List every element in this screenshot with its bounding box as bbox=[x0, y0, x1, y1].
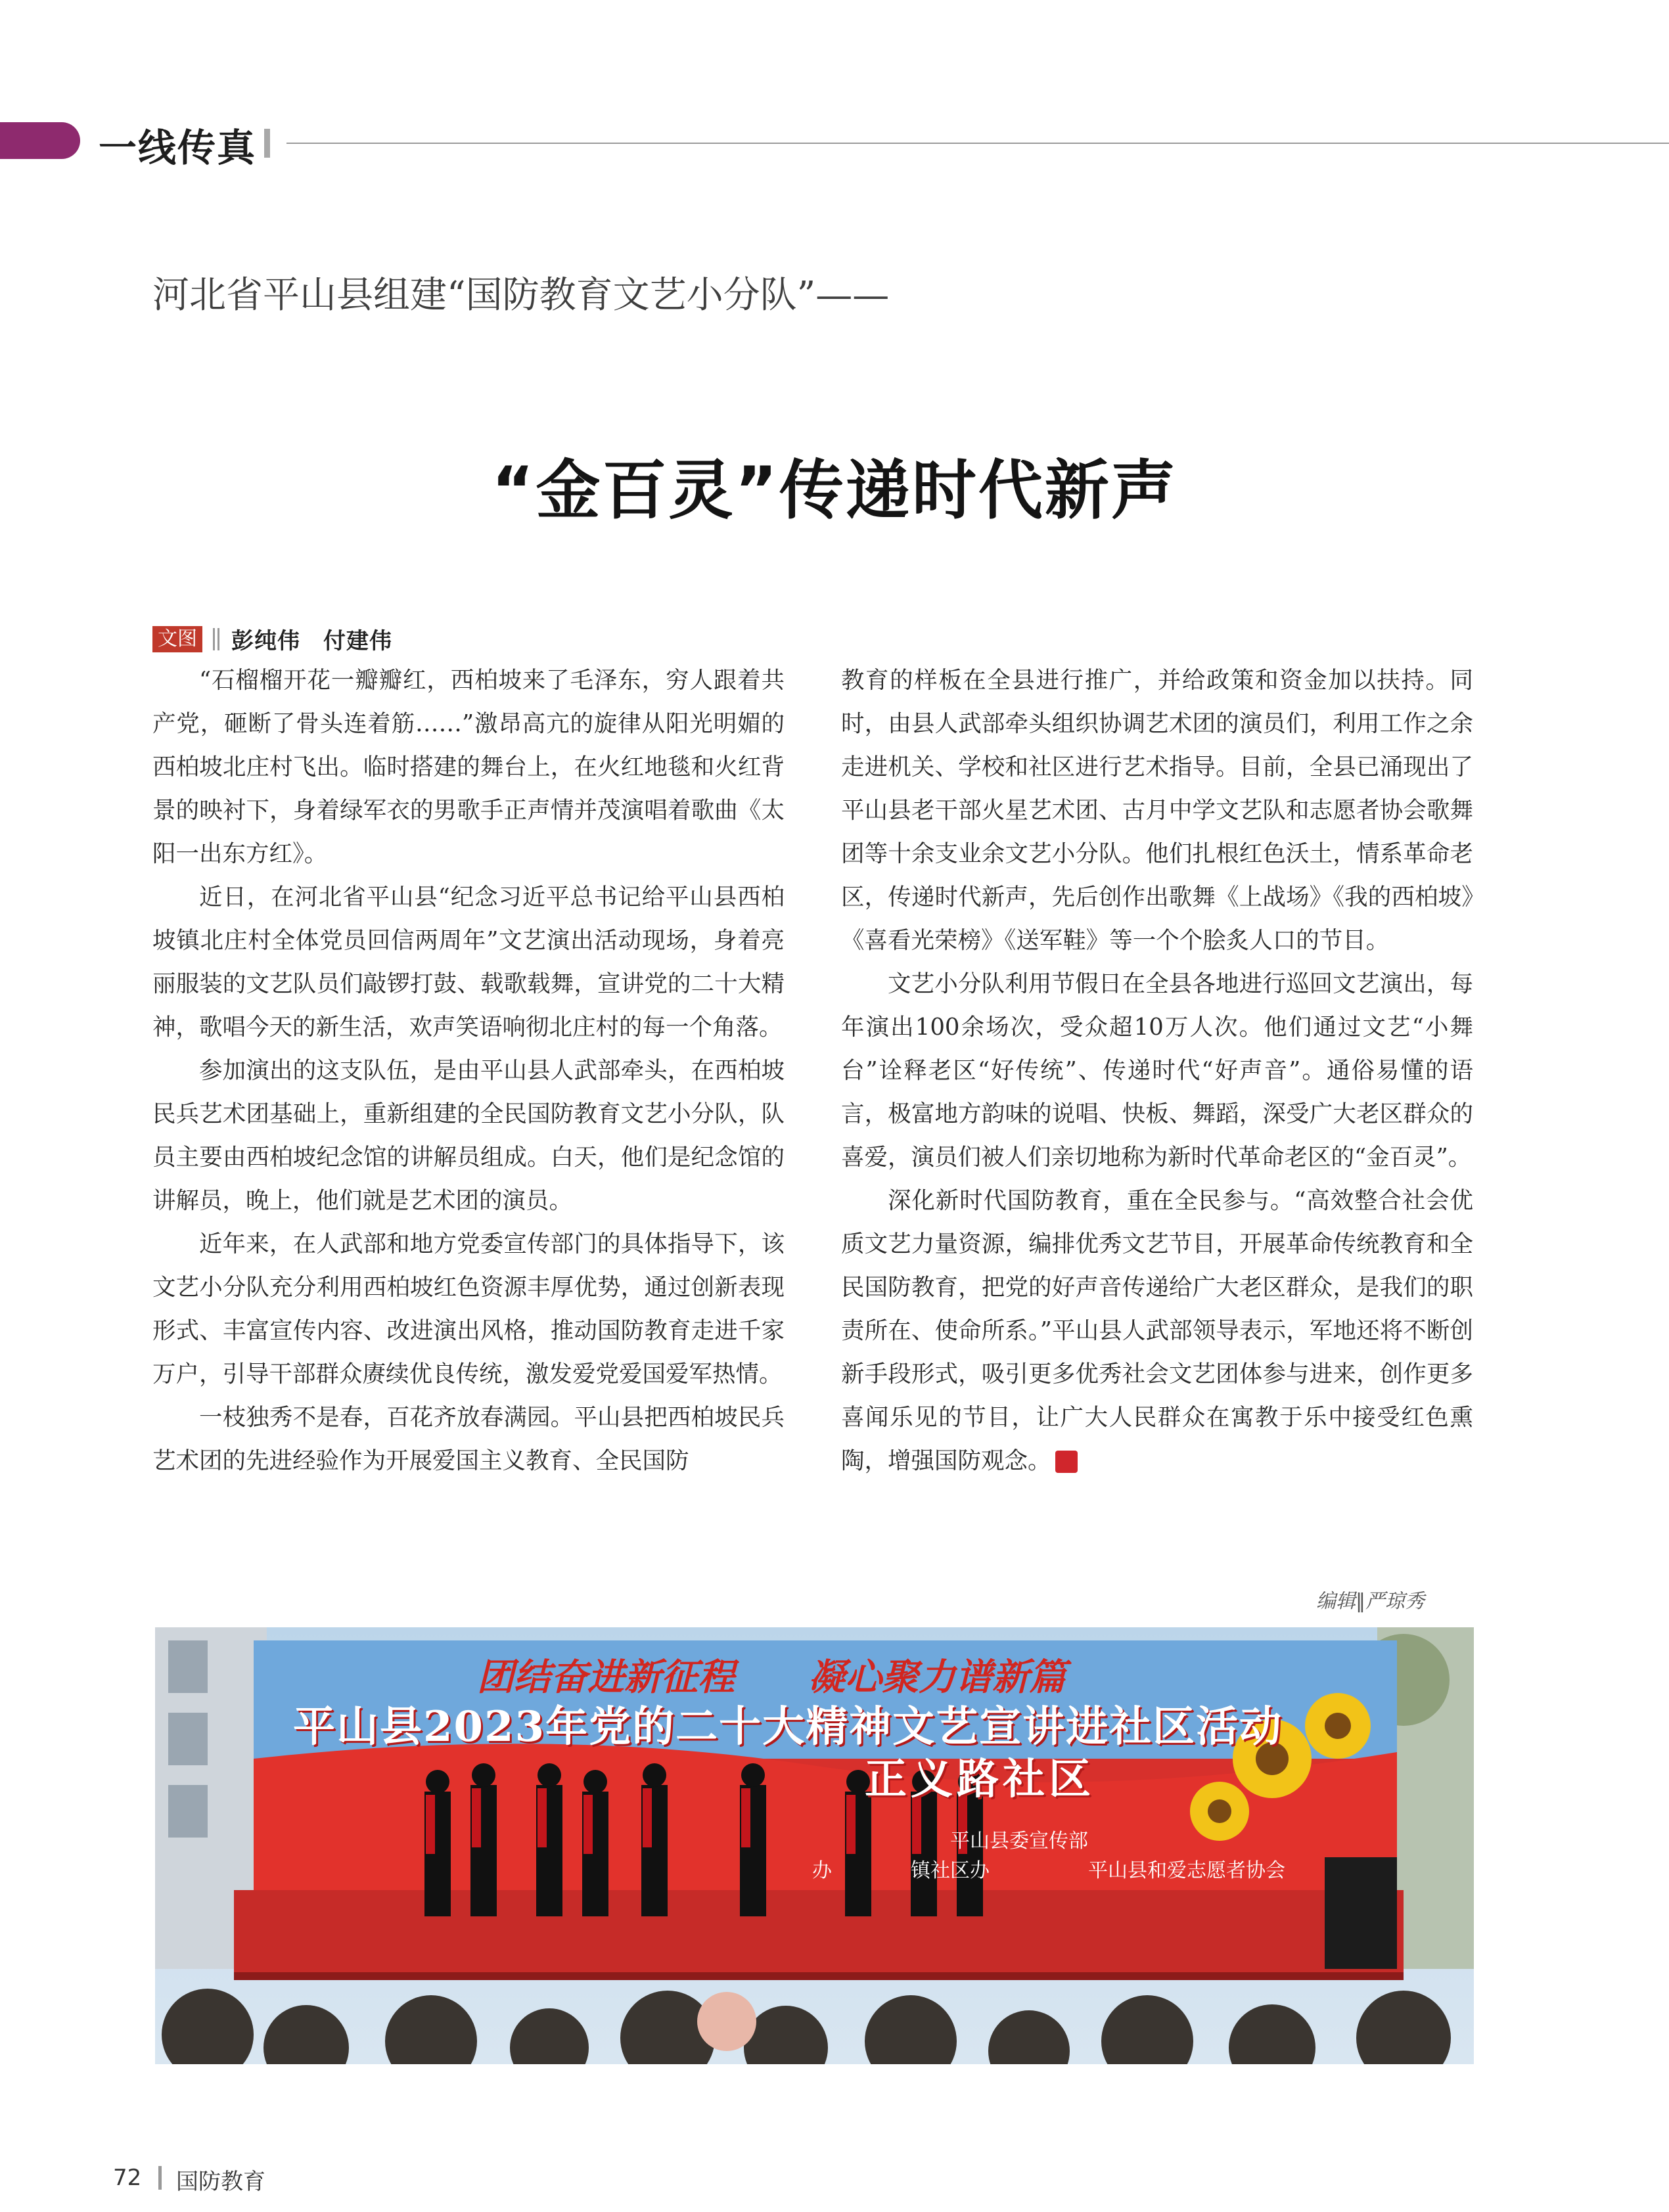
section-divider bbox=[264, 129, 270, 158]
article-column-left bbox=[152, 659, 785, 1483]
byline-authors: 彭纯伟 付建伟 bbox=[231, 628, 392, 654]
footer-divider bbox=[158, 2166, 162, 2190]
paragraph: 文艺小分队利用节假日在全县各地进行巡回文艺演出，每年演出100余场次，受众超10万人次。他们通过文艺“小舞台”诠释老区“好传统”、传递时代“好声音”。通俗易懂的语言，极富地方韵味的说唱、快板、舞蹈，深受广大老区群众的喜爱，演员们被人们亲切地称为新时代革命老区的“金百灵”。 bbox=[841, 970, 1473, 1171]
page-number: 72 bbox=[113, 2165, 142, 2191]
byline-tag: 文图 bbox=[152, 626, 202, 652]
end-mark-icon: G bbox=[1055, 1451, 1078, 1473]
banner-community: 正义路社区 bbox=[865, 1755, 1095, 1804]
banner-event-title: 平山县2023年党的二十大精神文艺宣讲进社区活动 bbox=[293, 1702, 1283, 1751]
paragraph-continued: 教育的样板在全县进行推广，并给政策和资金加以扶持。同时，由县人武部牵头组织协调艺术团的演员们，利用工作之余走进机关、学校和社区进行艺术指导。目前，全县已涌现出了平山县老干部火星艺术团、古月中学文艺队和志愿者协会歌舞团等十余支业余文艺小分队。他们扎根红色沃土，情系革命老区，传递时代新声，先后创作出歌舞《上战场》《我的西柏坡》《喜看光荣榜》《送军鞋》等一个个脍炙人口的节目。 bbox=[841, 667, 1473, 954]
section-title: 一线传真 bbox=[99, 125, 257, 170]
paragraph-text: 深化新时代国防教育，重在全民参与。“高效整合社会优质文艺力量资源，编排优秀文艺节目，开展革命传统教育和全民国防教育，把党的好声音传递给广大老区群众，是我们的职责所在、使命所系。”平山县人武部领导表示，军地还将不断创新手段形式，吸引更多优秀社会文艺团体参与进来，创作更多喜闻乐见的节目，让广大人民群众在寓教于乐中接受红色熏陶，增强国防观念。 bbox=[841, 1187, 1473, 1474]
byline-separator bbox=[213, 628, 219, 650]
header-rule bbox=[286, 143, 1669, 144]
editor-credit: 编辑‖严琼秀 bbox=[1316, 1590, 1425, 1613]
banner-organizer: 平山县委宣传部 bbox=[950, 1830, 1088, 1853]
banner-organizer: 办 镇社区办 bbox=[812, 1859, 990, 1882]
event-photo bbox=[155, 1627, 1474, 2064]
article-column-right bbox=[841, 659, 1473, 1483]
paragraph: 参加演出的这支队伍，是由平山县人武部牵头，在西柏坡民兵艺术团基础上，重新组建的全民国防教育文艺小分队，队员主要由西柏坡纪念馆的讲解员组成。白天，他们是纪念馆的讲解员，晚上，他们就是艺术团的演员。 bbox=[152, 1057, 785, 1214]
article-title: “金百灵”传递时代新声 bbox=[492, 453, 1177, 528]
section-marker bbox=[0, 122, 80, 159]
banner-organizer: 平山县和爱志愿者协会 bbox=[1088, 1859, 1285, 1882]
paragraph: 近年来，在人武部和地方党委宣传部门的具体指导下，该文艺小分队充分利用西柏坡红色资源丰厚优势，通过创新表现形式、丰富宣传内容、改进演出风格，推动国防教育走进千家万户，引导干部群众赓续优良传统，激发爱党爱国爱军热情。 bbox=[152, 1230, 785, 1388]
paragraph: “石榴榴开花一瓣瓣红，西柏坡来了毛泽东，穷人跟着共产党，砸断了骨头连着筋……”激昂高亢的旋律从阳光明媚的西柏坡北庄村飞出。临时搭建的舞台上，在火红地毯和火红背景的映衬下，身着绿军衣的男歌手正声情并茂演唱着歌曲《太阳一出东方红》。 bbox=[152, 667, 785, 867]
paragraph: 近日，在河北省平山县“纪念习近平总书记给平山县西柏坡镇北庄村全体党员回信两周年”文艺演出活动现场，身着亮丽服装的文艺队员们敲锣打鼓、载歌载舞，宣讲党的二十大精神，歌唱今天的新生活，欢声笑语响彻北庄村的每一个角落。 bbox=[152, 884, 785, 1041]
article-subtitle: 河北省平山县组建“国防教育文艺小分队”—— bbox=[152, 274, 890, 317]
paragraph: 一枝独秀不是春，百花齐放春满园。平山县把西柏坡民兵艺术团的先进经验作为开展爱国主义教育、全民国防 bbox=[152, 1404, 785, 1474]
banner-slogan: 团结奋进新征程 凝心聚力谱新篇 bbox=[477, 1656, 1066, 1699]
magazine-name: 国防教育 bbox=[176, 2169, 265, 2195]
byline bbox=[152, 623, 392, 655]
paragraph bbox=[841, 1179, 1473, 1483]
